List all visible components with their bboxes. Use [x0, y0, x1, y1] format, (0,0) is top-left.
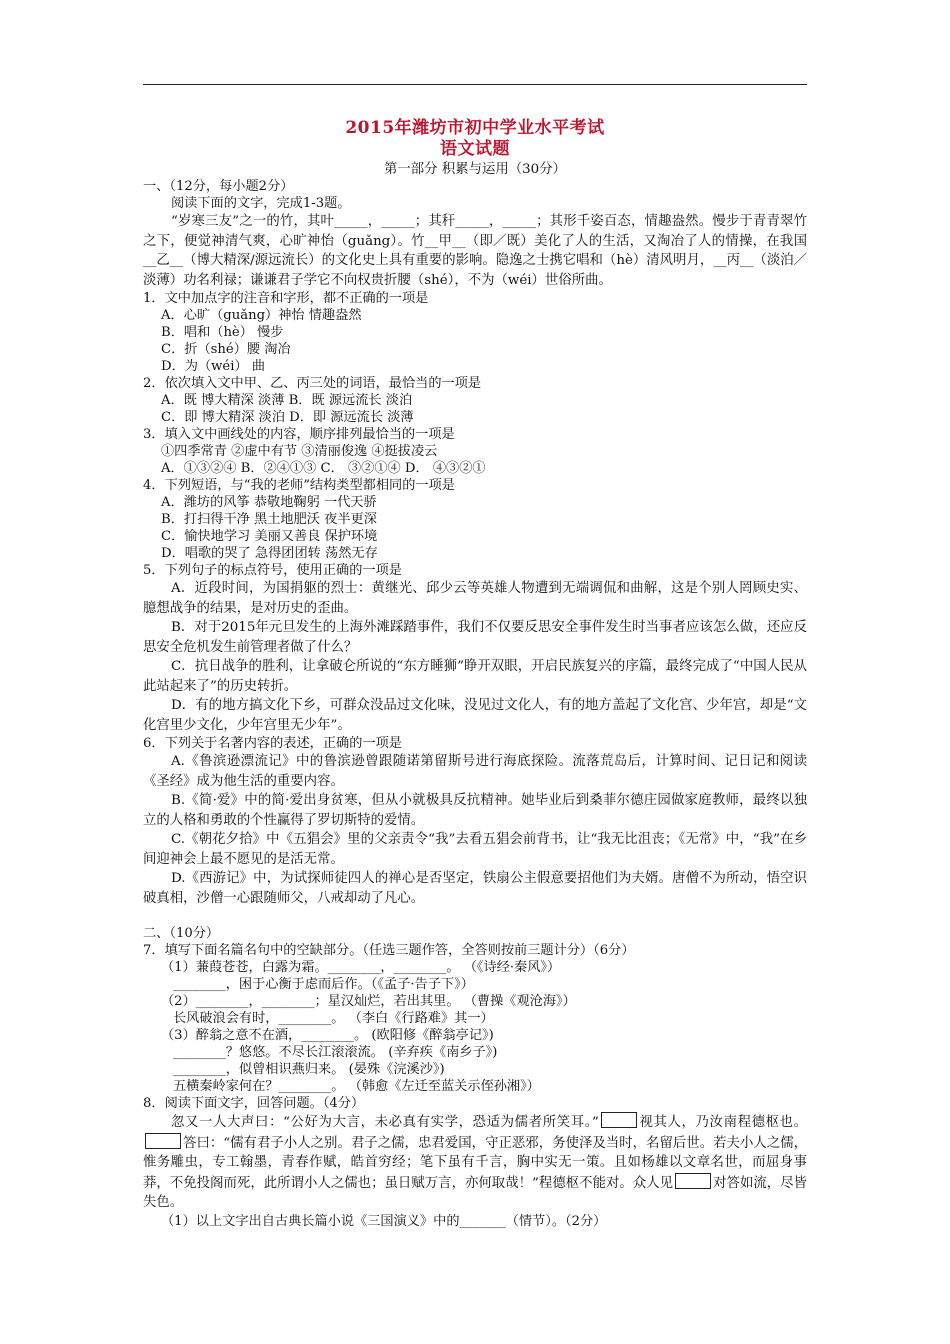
q6-option-a: A.《鲁滨逊漂流记》中的鲁滨逊曾跟随诺第留斯号进行海底探险。流落荒岛后，计算时间、记日记和阅读《圣经》成为他生活的重要内容。	[143, 754, 807, 789]
q6-option-b: B.《简·爱》中的简·爱出身贫寒，但从小就极具反抗精神。她毕业后到桑菲尔德庄园做家庭教师，最终以独立的人格和勇敢的个性赢得了罗切斯特的爱情。	[143, 793, 807, 828]
q7-2-line-b: 长风破浪会有时，________。 （李白《行路难》其一）	[173, 1011, 494, 1026]
q8-passage	[143, 1112, 807, 1213]
q7-1-line-b: ________，困于心衡于虑而后作。（《孟子·告子下》）	[173, 977, 474, 992]
q8-passage-part-1: 忽又一人大声曰：“公好为大言，未必真有实学，恐适为儒者所笑耳。”	[171, 1115, 599, 1130]
bamboo-passage: “岁寒三友”之一的竹，其叶_____，_____；其秆_____，_____；其形千姿百态，情趣盎然。慢步于青青翠竹之下，便觉神清气爽，心旷神怡（guǎng）。竹__甲__（即／既）美化了人的生活，又淘冶了人的情操，在我国__乙__（博大精深/源远流长）的文化史上具有重要的影响。隐逸之士携它唱和（hè）清风明月，__丙__（淡泊／淡薄）功名利禄；谦谦君子学它不向权贵折腰（shé），不为（wéi）世俗所曲。	[143, 214, 807, 288]
question-6: 6．下列关于名著内容的表述，正确的一项是	[143, 736, 402, 751]
answer-box-2[interactable]	[145, 1133, 181, 1149]
q8-passage-part-2: 视其人，乃汝南程德枢也。	[638, 1115, 807, 1130]
q7-3-line-c: ________，似曾相识燕归来。 (晏殊《浣溪沙》)	[173, 1062, 445, 1077]
q7-4-line: 五横秦岭家何在？________。 （韩愈《左迁至蓝关示侄孙湘》）	[173, 1079, 540, 1094]
question-7: 7．填写下面名篇名句中的空缺部分。（任选三题作答，全答则按前三题计分）（6分）	[143, 943, 635, 958]
answer-box-1[interactable]	[601, 1112, 637, 1128]
exam-title: 2015年潍坊市初中学业水平考试	[345, 118, 605, 138]
q4-option-d: D．唱歌的哭了 急得团团转 荡然无存	[161, 546, 378, 561]
q8-passage-part-3: 答曰：“儒有君子小人之别。君子之儒，忠君爱国，守正恶邪，务使泽及当时，名留后世。若夫小人之儒，惟务雕虫，专工翰墨，青春作赋，皓首穷经；笔下虽有千言，胸中实无一策。且如杨雄以文章名世，而屈身事莽，不免投阁而死，此所谓小人之儒也；虽日赋万言，亦何取哉！”程德枢不能对。众人见	[143, 1135, 807, 1191]
q1-option-b: B．唱和（hè） 慢步	[161, 325, 284, 340]
q5-option-c: C．抗日战争的胜利，让拿破仑所说的“东方睡狮”睁开双眼，开启民族复兴的序篇，最终完成了“中国人民从此站起来了”的历史转折。	[143, 659, 807, 694]
question-8: 8．阅读下面文字，回答问题。（4分）	[143, 1096, 365, 1111]
q6-option-c: C.《朝花夕拾》中《五猖会》里的父亲责令“我”去看五猖会前背书，让“我无比沮丧；《无常》中，“我”在乡间迎神会上最不愿见的是活无常。	[143, 832, 807, 867]
q1-option-c: C．折（shé）腰 淘冶	[161, 342, 291, 357]
question-1: 1．文中加点字的注音和字形，都不正确的一项是	[143, 291, 429, 306]
q5-option-a: A．近段时间，为国捐躯的烈士：黄继光、邱少云等英雄人物遭到无端调侃和曲解，这是个别人罔顾史实、臆想战争的结果，是对历史的歪曲。	[143, 581, 807, 616]
question-4: 4．下列短语，与“我的老师”结构类型都相同的一项是	[143, 478, 455, 493]
q1-option-a: A．心旷（guǎng）神怡 情趣盎然	[161, 308, 362, 323]
reading-instruction: 阅读下面的文字，完成1-3题。	[171, 196, 351, 211]
q7-3-line-a: （3）醉翁之意不在酒，________。 (欧阳修《醉翁亭记》)	[161, 1028, 494, 1043]
q4-option-b: B．打扫得干净 黑土地肥沃 夜半更深	[161, 512, 377, 527]
q2-options-ab: A．既 博大精深 淡薄 B．既 源远流长 淡泊	[161, 393, 413, 408]
q1-option-d: D．为（wéi） 曲	[161, 359, 266, 374]
q7-2-line-a: （2）________，________；星汉灿烂，若出其里。 （曹操《观沧海》）	[161, 994, 576, 1009]
section-two-heading: 二、（10分）	[143, 926, 220, 941]
q7-3-line-b: ________？悠悠。不尽长江滚滚流。 (辛弃疾《南乡子》)	[173, 1045, 498, 1060]
section-one-heading: 一、（12分，每小题2分）	[143, 179, 294, 194]
q5-option-d: D．有的地方搞文化下乡，可群众没品过文化味，没见过文化人，有的地方盖起了文化宫、少年宫，却是“文化宫里少文化，少年宫里无少年”。	[143, 698, 807, 733]
q6-option-d: D.《西游记》中，为试探师徒四人的禅心是否坚定，铁扇公主假意要招他们为夫婿。唐僧不为所动，悟空识破真相，沙僧一心跟随师父，八戒却动了凡心。	[143, 871, 807, 906]
q4-option-a: A．潍坊的风筝 恭敬地鞠躬 一代天骄	[161, 495, 377, 510]
question-5: 5．下列句子的标点符号，使用正确的一项是	[143, 563, 402, 578]
q4-option-c: C．愉快地学习 美丽又善良 保护环境	[161, 529, 378, 544]
exam-subtitle: 语文试题	[440, 139, 510, 159]
q8-passage-part-4: 对答如流，尽皆失色。	[143, 1175, 808, 1210]
part-one-heading: 第一部分 积累与运用（30分）	[384, 162, 566, 177]
question-2: 2．依次填入文中甲、乙、丙三处的词语，最恰当的一项是	[143, 376, 482, 391]
q3-options: A．①③②④ B．②④①③ C． ③②①④ D． ④③②①	[161, 461, 486, 476]
q2-options-cd: C．即 博大精深 淡泊 D．即 源远流长 淡薄	[161, 410, 414, 425]
exam-page	[143, 118, 807, 1230]
q5-option-b: B．对于2015年元旦发生的上海外滩踩踏事件，我们不仅要反思安全事件发生时当事者应该怎么做，还应反思安全危机发生前管理者做了什么？	[143, 620, 807, 655]
header-rule	[143, 84, 807, 85]
q8-sub-question-1: （1）以上文字出自古典长篇小说《三国演义》中的_______（情节）。（2分）	[161, 1213, 607, 1229]
q3-items: ①四季常青 ②虚中有节 ③清丽俊逸 ④挺拔凌云	[161, 444, 438, 459]
question-3: 3．填入文中画线处的内容，顺序排列最恰当的一项是	[143, 427, 455, 442]
answer-box-3[interactable]	[675, 1173, 711, 1189]
q7-1-line-a: （1）蒹葭苍苍，白露为霜。________，________。 （《诗经·秦风》）	[161, 960, 561, 975]
